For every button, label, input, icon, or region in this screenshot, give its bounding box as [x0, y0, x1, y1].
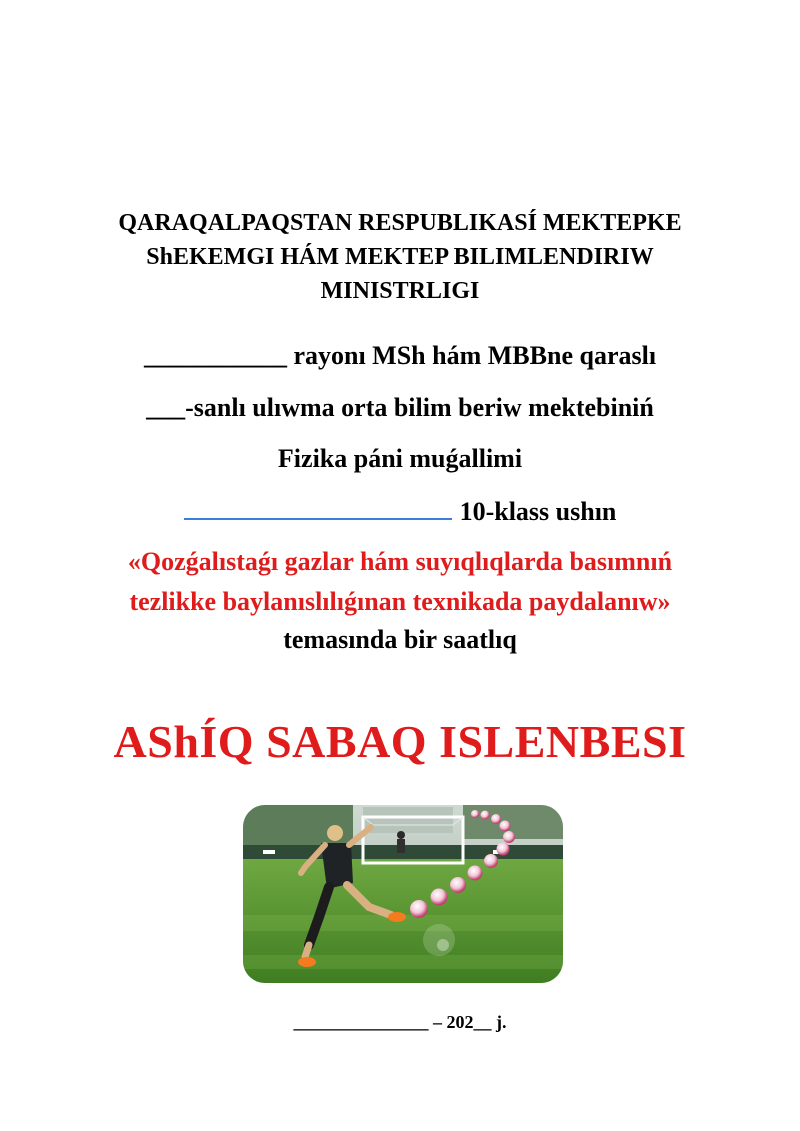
- ministry-line-3: MINISTRLIGI: [320, 278, 480, 304]
- lesson-topic: [0, 542, 800, 622]
- main-title: AShÍQ SABAQ ISLENBESI: [113, 716, 687, 767]
- teacher-name-blank: [184, 494, 452, 520]
- rayon-line: ___________ rayonı MSh hám MBBne qaraslı: [143, 341, 657, 370]
- ministry-header: [0, 206, 800, 308]
- topic-line-1: «Qozǵalıstaǵı gazlar hám suyıqlıqlarda basımnıń: [127, 547, 673, 576]
- date-line: _______________ – 202__ j.: [293, 1012, 507, 1032]
- teacher-line: Fizika páni muǵallimi: [277, 444, 523, 473]
- topic-tail: temasında bir saatlıq: [283, 625, 517, 654]
- ministry-line-2: ShEKEMGI HÁM MEKTEP BILIMLENDIRIW: [146, 244, 654, 270]
- class-line: 10-klass ushın: [459, 497, 617, 526]
- topic-line-2: tezlikke baylanıslılıǵınan texnikada paydalanıw»: [129, 587, 671, 616]
- school-line: ___-sanlı ulıwma orta bilim beriw mektebiniń: [146, 393, 654, 422]
- class-line-row: [0, 494, 800, 528]
- football-kick-illustration: [243, 805, 563, 983]
- ministry-line-1: QARAQALPAQSTAN RESPUBLIKASÍ MEKTEPKE: [118, 210, 682, 236]
